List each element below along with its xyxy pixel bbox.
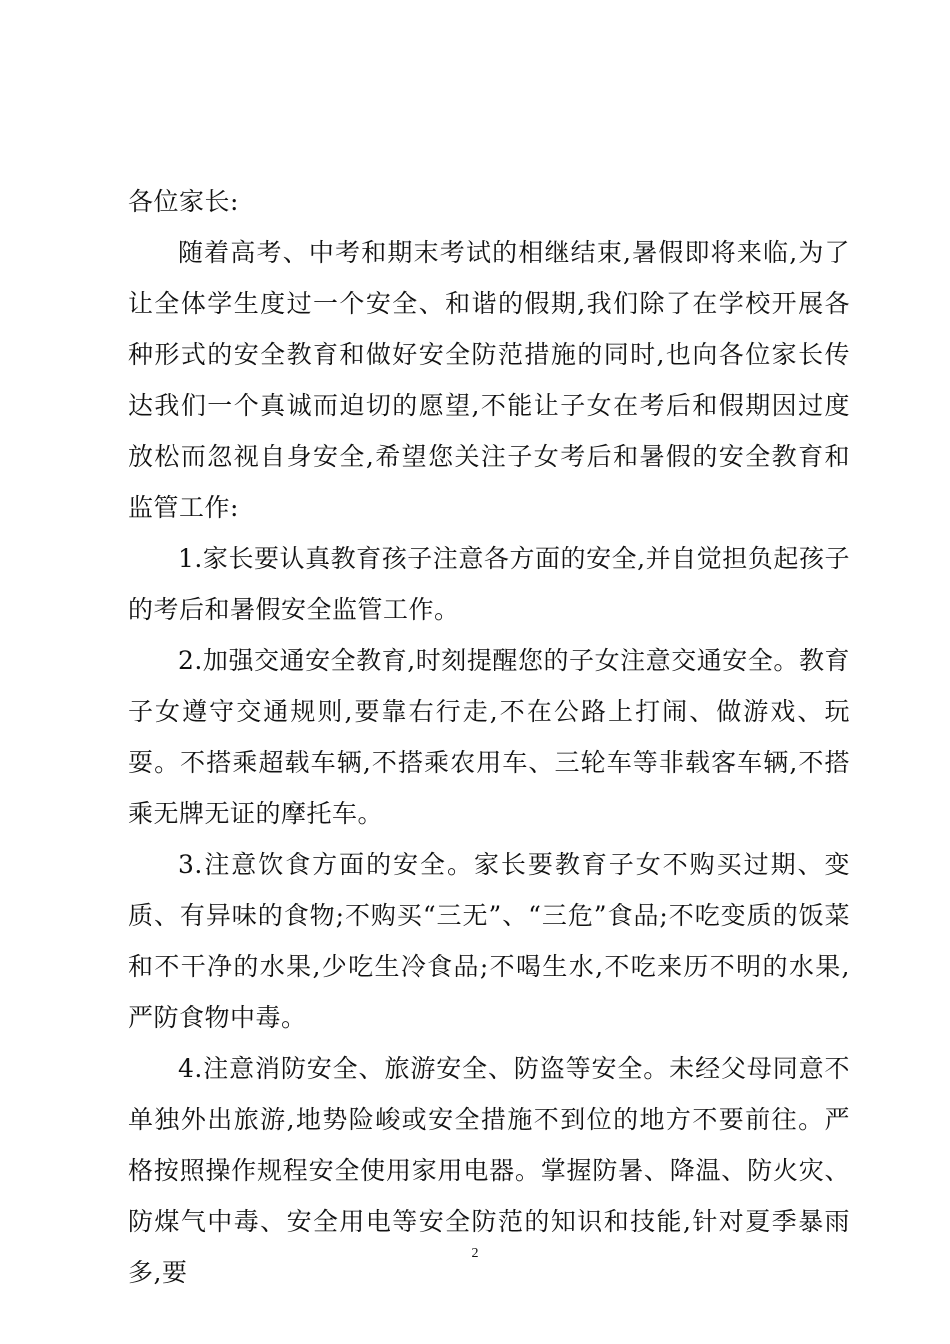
intro-paragraph: 随着高考、中考和期末考试的相继结束,暑假即将来临,为了让全体学生度过一个安全、和谐的假期,我们除了在学校开展各种形式的安全教育和做好安全防范措施的同时,也向各位家长传达我们一个真诚而迫切的愿望,不能让子女在考后和假期因过度放松而忽视自身安全,希望您关注子女考后和暑假的安全教育和监管工作: [128,238,850,522]
item-3-paragraph: 3.注意饮食方面的安全。家长要教育子女不购买过期、变质、有异味的食物;不购买“三无”、“三危”食品;不吃变质的饭菜和不干净的水果,少吃生冷食品;不喝生水,不吃来历不明的水果,严防食物中毒。 [128,850,850,1032]
item-2-paragraph: 2.加强交通安全教育,时刻提醒您的子女注意交通安全。教育子女遵守交通规则,要靠右行走,不在公路上打闹、做游戏、玩耍。不搭乘超载车辆,不搭乘农用车、三轮车等非载客车辆,不搭乘无牌无证的摩托车。 [128,646,850,828]
item-1-paragraph: 1.家长要认真教育孩子注意各方面的安全,并自觉担负起孩子的考后和暑假安全监管工作。 [128,544,850,624]
item-4-paragraph: 4.注意消防安全、旅游安全、防盗等安全。未经父母同意不单独外出旅游,地势险峻或安全措施不到位的地方不要前往。严格按照操作规程安全使用家用电器。掌握防暑、降温、防火灾、防煤气中毒、安全用电等安全防范的知识和技能,针对夏季暴雨多,要 [128,1054,850,1287]
letter-body [128,176,850,1298]
salutation: 各位家长: [128,187,239,216]
page-number: 2 [471,1246,479,1261]
